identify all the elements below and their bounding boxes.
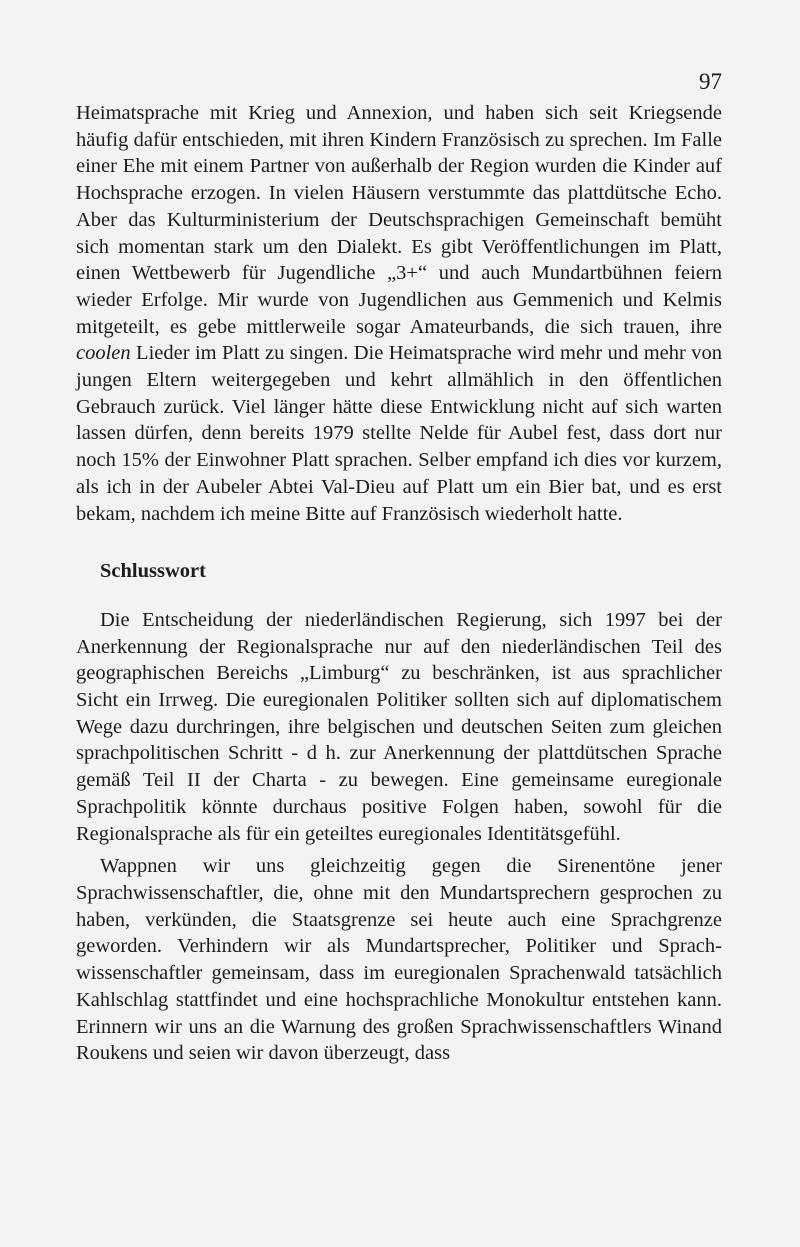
paragraph-intro-part1: Heimatsprache mit Krieg und Annexion, und haben sich seit Kriegsende häufig dafür entschieden, mit ihren Kindern Französisch zu sprechen. Im Falle einer Ehe mit einem Partner von außerhalb der Region wurden die Kinder auf Hochsprache erzogen. In vielen Häusern verstummte das plattdütsche Echo. Aber das Kulturministerium der Deutschsprachigen Gemeinschaft bemüht sich momentan stark um den Dialekt. Es gibt Veröffentlichungen im Platt, einen Wettbewerb für Jugendliche „3+“ und auch Mundartbühnen feiern wieder Erfolge. Mir wurde von Jugendlichen aus Gemmenich und Kelmis mitgeteilt, es gebe mittlerweile sogar Amateurbands, die sich trauen, ihre (76, 102, 722, 338)
paragraph-intro-part2: Lieder im Platt zu singen. Die Heimatsprache wird mehr und mehr von jungen Eltern weitergegeben und kehrt allmählich in den öffentlichen Gebrauch zurück. Viel länger hätte diese Entwicklung nicht auf sich warten lassen dürfen, denn bereits 1979 stellte Nelde für Aubel fest, dass dort nur noch 15% der Einwohner Platt sprachen. Selber empfand ich dies vor kurzem, als ich in der Aubeler Abtei Val-Dieu auf Platt um ein Bier bat, und es erst bekam, nachdem ich meine Bitte auf Französisch wiederholt hatte. (76, 342, 722, 525)
paragraph-conclusion-2: Wappnen wir uns gleichzeitig gegen die Sirenentöne jener Sprachwissenschaftler, die, ohne mit den Mundartsprechern gesprochen zu haben, verkünden, die Staatsgrenze sei heute auch eine Sprachgrenze geworden. Verhindern wir als Mundartsprecher, Politiker und Sprachwissenschaftler gemeinsam, dass im euregionalen Sprachenwald tatsächlich Kahlschlag stattfindet und eine hochsprachliche Monokultur entstehen kann. Erinnern wir uns an die Warnung des großen Sprachwissenschaftlers Winand Roukens und seien wir davon überzeugt, dass (76, 855, 722, 1065)
paragraph-intro (76, 100, 722, 527)
page-number: 97 (699, 69, 722, 94)
emphasis-coolen: coolen (76, 342, 131, 365)
body-text (76, 100, 722, 1067)
section-heading: Schlusswort (100, 560, 206, 583)
paragraph-conclusion-1: Die Entscheidung der niederländischen Regierung, sich 1997 bei der Anerkennung der Regionalsprache nur auf den niederländischen Teil des geographischen Bereichs „Limburg“ zu beschränken, ist aus sprachlicher Sicht ein Irrweg. Die euregionalen Politiker sollten sich auf diplomatischem Wege dazu durchringen, ihre belgischen und deutschen Seiten zum gleichen sprachpolitischen Schritt - d h. zur Anerkennung der plattdütschen Sprache gemäß Teil II der Charta - zu bewegen. Eine gemeinsame euregionale Sprachpolitik könnte durchaus positive Folgen haben, sowohl für die Regionalsprache als für ein geteiltes euregionales Identitätsgefühl. (76, 608, 722, 845)
